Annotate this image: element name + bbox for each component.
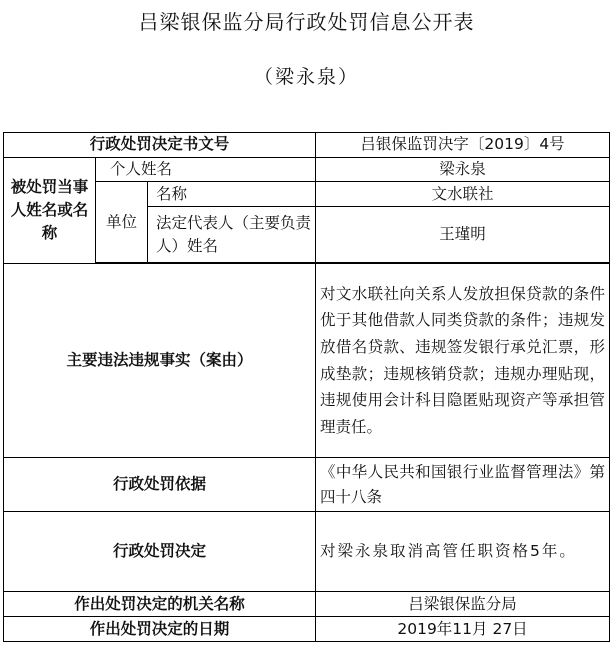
unit-label: 单位 <box>96 182 148 263</box>
legal-rep-value: 王瑾明 <box>316 207 610 263</box>
date-label: 作出处罚决定的日期 <box>4 617 316 642</box>
penalty-info-table <box>3 132 610 642</box>
unit-name-value: 文水联社 <box>316 182 610 207</box>
table-row <box>4 158 610 182</box>
date-value: 2019年11月 27日 <box>316 617 610 642</box>
document-title: 吕梁银保监分局行政处罚信息公开表 <box>138 10 475 34</box>
document-subtitle: （梁永泉） <box>253 66 359 88</box>
table-row <box>4 512 610 592</box>
decision-no-label: 行政处罚决定书文号 <box>4 133 316 158</box>
party-label: 被处罚当事人姓名或名称 <box>4 158 96 264</box>
basis-label: 行政处罚依据 <box>4 458 316 512</box>
authority-label: 作出处罚决定的机关名称 <box>4 592 316 617</box>
personal-name-value: 梁永泉 <box>316 158 610 182</box>
facts-value: 对文水联社向关系人发放担保贷款的条件优于其他借款人同类贷款的条件；违规发放借名贷款、违规签发银行承兑汇票，形成垫款；违规核销贷款；违规办理贴现，违规使用会计科目隐匿贴现资产等承担管理责任。 <box>316 264 610 458</box>
personal-name-label: 个人姓名 <box>96 158 316 182</box>
decision-no-value: 吕银保监罚决字〔2019〕4号 <box>316 133 610 158</box>
decision-value: 对梁永泉取消高管任职资格5年。 <box>316 512 610 592</box>
facts-label: 主要违法违规事实（案由） <box>4 264 316 458</box>
basis-value: 《中华人民共和国银行业监督管理法》第四十八条 <box>316 458 610 512</box>
table-row <box>4 592 610 617</box>
authority-value: 吕梁银保监分局 <box>316 592 610 617</box>
table-row <box>4 133 610 158</box>
table-row <box>4 617 610 642</box>
table-row <box>4 458 610 512</box>
table-row <box>4 264 610 458</box>
unit-name-label: 名称 <box>148 182 316 207</box>
decision-label: 行政处罚决定 <box>4 512 316 592</box>
legal-rep-label: 法定代表人（主要负责人）姓名 <box>148 207 316 263</box>
